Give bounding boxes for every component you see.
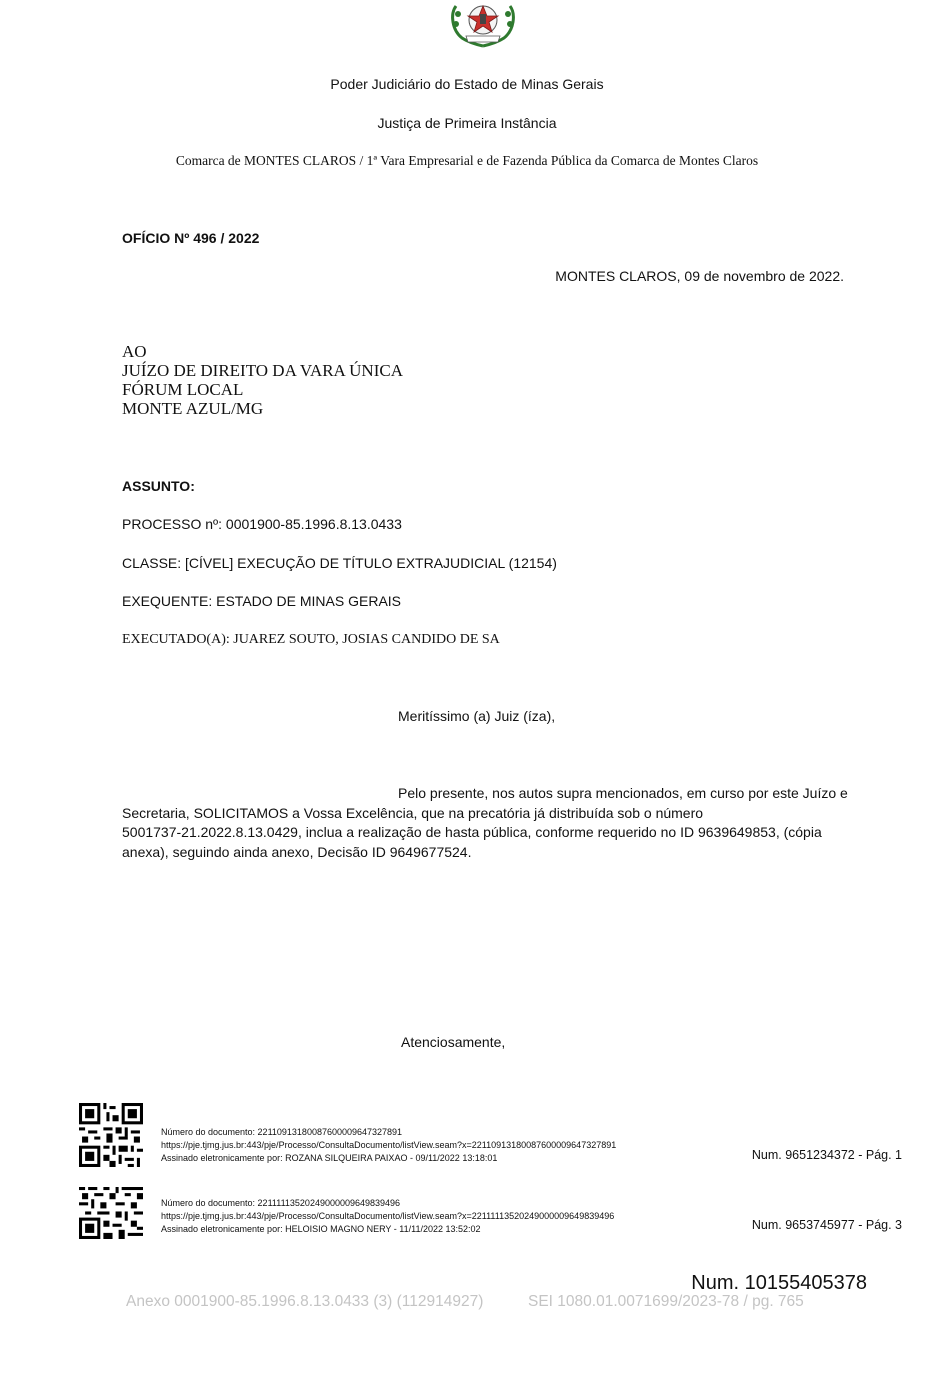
- signature-block-2: [161, 1197, 614, 1236]
- qr-code-icon: [79, 1187, 143, 1239]
- executado-line: EXECUTADO(A): JUAREZ SOUTO, JOSIAS CANDIDO DE SA: [122, 632, 500, 647]
- instance-header: Justiça de Primeira Instância: [377, 115, 557, 131]
- page-reference: Num. 9651234372 - Pág. 1: [751, 1148, 902, 1162]
- recipient-line: JUÍZO DE DIREITO DA VARA ÚNICA: [122, 361, 403, 380]
- minas-gerais-coat-of-arms-icon: [448, 0, 518, 50]
- date-line: MONTES CLAROS, 09 de novembro de 2022.: [555, 268, 844, 284]
- classe-line: CLASSE: [CÍVEL] EXECUÇÃO DE TÍTULO EXTRAJUDICIAL (12154): [122, 555, 557, 571]
- recipient-line: AO: [122, 342, 147, 361]
- processo-value: : 0001900-85.1996.8.13.0433: [218, 516, 402, 532]
- doc-url-link[interactable]: https://pje.tjmg.jus.br:443/pje/Processo/ConsultaDocumento/listView.seam?x=22111113520249000009649839496: [161, 1211, 615, 1221]
- recipient-line: MONTE AZUL/MG: [122, 399, 264, 418]
- comarca-header: Comarca de MONTES CLAROS / 1ª Vara Empresarial e de Fazenda Pública da Comarca de Montes Claros: [175, 153, 759, 168]
- oficio-number: [122, 230, 259, 246]
- body-line: Pelo presente, nos autos supra mencionados, em curso por este Juízo e: [398, 785, 848, 801]
- body-line: Secretaria, SOLICITAMOS a Vossa Excelência, que na precatória já distribuída sob o número: [122, 805, 704, 821]
- signed-by: Assinado eletronicamente por: ROZANA SILQUEIRA PAIXAO - 09/11/2022 13:18:01: [161, 1153, 498, 1163]
- court-header: Poder Judiciário do Estado de Minas Gerais: [330, 76, 604, 92]
- doc-number: Número do documento: 22110913180087600009647327891: [161, 1127, 403, 1137]
- exequente-line: EXEQUENTE: ESTADO DE MINAS GERAIS: [122, 593, 402, 609]
- doc-number: Número do documento: 22111113520249000009649839496: [161, 1198, 401, 1208]
- document-num: Num. 10155405378: [691, 1272, 867, 1294]
- sei-watermark: SEI 1080.01.0071699/2023-78 / pg. 765: [528, 1293, 804, 1310]
- subject-label: ASSUNTO:: [122, 478, 195, 494]
- body-line: 5001737-21.2022.8.13.0429, inclua a realização de hasta pública, conforme requerido no ID 9639649853, (cópia: [122, 824, 822, 840]
- processo-line: [122, 516, 402, 532]
- page-reference: Num. 9653745977 - Pág. 3: [751, 1218, 902, 1232]
- annex-watermark: Anexo 0001900-85.1996.8.13.0433 (3) (112914927): [126, 1293, 484, 1310]
- body-line: anexa), seguindo ainda anexo, Decisão ID 9649677524.: [122, 844, 472, 860]
- closing: Atenciosamente,: [401, 1034, 506, 1050]
- oficio-label: OFÍCIO Nº 496: [122, 230, 217, 246]
- recipient-block: [122, 342, 403, 418]
- oficio-year: / 2022: [220, 230, 260, 246]
- qr-code-icon: [79, 1103, 143, 1167]
- signature-block-1: [161, 1126, 616, 1165]
- doc-url-link[interactable]: https://pje.tjmg.jus.br:443/pje/Processo/ConsultaDocumento/listView.seam?x=22110913180087600009647327891: [161, 1140, 617, 1150]
- processo-label: PROCESSO nº: [122, 516, 219, 532]
- recipient-line: FÓRUM LOCAL: [122, 380, 244, 399]
- salutation: Meritíssimo (a) Juiz (íza),: [398, 708, 556, 724]
- signed-by: Assinado eletronicamente por: HELOISIO MAGNO NERY - 11/11/2022 13:52:02: [161, 1224, 481, 1234]
